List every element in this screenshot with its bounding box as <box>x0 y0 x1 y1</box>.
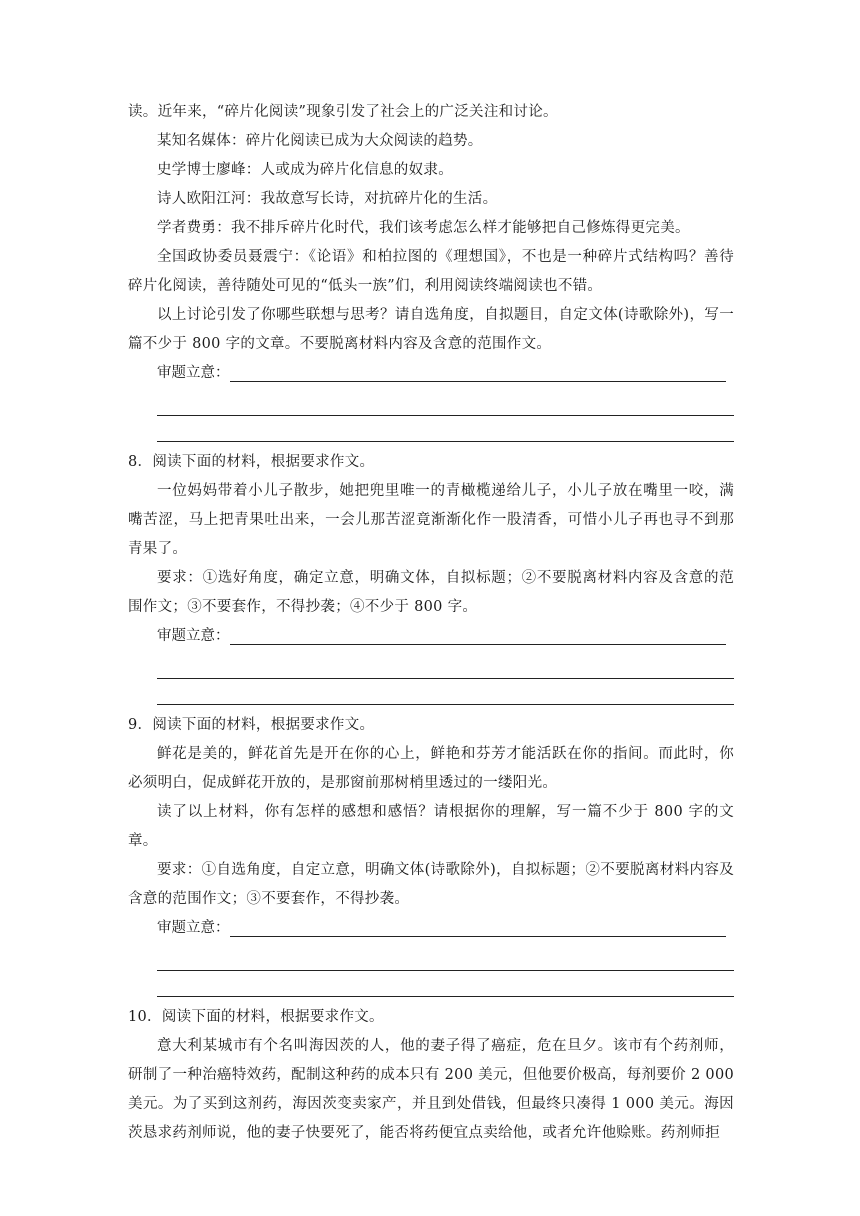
q9-material: 鲜花是美的，鲜花首先是开在你的心上，鲜艳和芬芳才能活跃在你的指间。而此时，你必须明白，促成鲜花开放的，是那窗前那树梢里透过的一缕阳光。 <box>128 746 734 791</box>
q7-quote-media: 某知名媒体：碎片化阅读已成为大众阅读的趋势。 <box>157 133 483 149</box>
q8-answer-line-3[interactable] <box>157 679 734 705</box>
q7-quote-nie: 全国政协委员聂震宁：《论语》和柏拉图的《理想国》，不也是一种碎片式结构吗？善待碎片化阅读，善待随处可见的“低头一族”们，利用阅读终端阅读也不错。 <box>128 249 734 294</box>
q9-answer-line-3[interactable] <box>157 971 734 997</box>
q8-answer-line-1[interactable] <box>230 624 726 645</box>
q7-quote-liao: 史学博士廖峰：人或成为碎片化信息的奴隶。 <box>157 162 453 178</box>
q7-answer-label: 审题立意： <box>157 365 230 381</box>
q7-answer-area[interactable] <box>128 359 734 442</box>
q7-answer-line-2[interactable] <box>157 388 734 416</box>
q9-answer-area[interactable] <box>128 914 734 997</box>
q7-quote-fei: 学者费勇：我不排斥碎片化时代，我们该考虑怎么样才能够把自己修炼得更完美。 <box>157 220 690 236</box>
q7-answer-line-3[interactable] <box>157 416 734 442</box>
q7-answer-line-1[interactable] <box>230 361 726 382</box>
q7-intro-continuation: 读。近年来，“碎片化阅读”现象引发了社会上的广泛关注和讨论。 <box>128 104 558 120</box>
q8-answer-line-2[interactable] <box>157 651 734 679</box>
q9-heading: 9．阅读下面的材料，根据要求作文。 <box>128 717 375 733</box>
q9-answer-line-1[interactable] <box>230 916 726 937</box>
q8-answer-label: 审题立意： <box>157 628 230 644</box>
q7-task: 以上讨论引发了你哪些联想与思考？请自选角度，自拟题目，自定文体(诗歌除外)，写一篇不少于 800 字的文章。不要脱离材料内容及含意的范围作文。 <box>128 307 734 352</box>
q8-material: 一位妈妈带着小儿子散步，她把兜里唯一的青橄榄递给儿子，小儿子放在嘴里一咬，满嘴苦涩，马上把青果吐出来，一会儿那苦涩竟渐渐化作一股清香，可惜小儿子再也寻不到那青果了。 <box>128 483 734 557</box>
q8-requirements: 要求：①选好角度，确定立意，明确文体，自拟标题；②不要脱离材料内容及含意的范围作文；③不要套作，不得抄袭；④不少于 800 字。 <box>128 570 734 615</box>
document-page <box>128 98 734 1148</box>
q8-answer-area[interactable] <box>128 622 734 705</box>
q9-answer-label: 审题立意： <box>157 920 230 936</box>
q8-heading: 8．阅读下面的材料，根据要求作文。 <box>128 454 375 470</box>
q7-quote-ouyang: 诗人欧阳江河：我故意写长诗，对抗碎片化的生活。 <box>157 191 498 207</box>
q9-requirements: 要求：①自选角度，自定立意，明确文体(诗歌除外)，自拟标题；②不要脱离材料内容及含意的范围作文；③不要套作，不得抄袭。 <box>128 862 734 907</box>
q10-material: 意大利某城市有个名叫海因茨的人，他的妻子得了癌症，危在旦夕。该市有个药剂师，研制了一种治癌特效药，配制这种药的成本只有 200 美元，但他要价极高，每剂要价 2 000 美元。为了买到这剂药，海因茨变卖家产，并且到处借钱，但最终只凑得 1 000 美元。海因茨恳求药剂师说，他的妻子快要死了，能否将药便宜点卖给他，或者允许他赊账。药剂师拒 <box>128 1038 734 1141</box>
q10-heading: 10．阅读下面的材料，根据要求作文。 <box>128 1009 384 1025</box>
q9-answer-line-2[interactable] <box>157 943 734 971</box>
q9-task: 读了以上材料，你有怎样的感想和感悟？请根据你的理解，写一篇不少于 800 字的文章。 <box>128 804 734 849</box>
